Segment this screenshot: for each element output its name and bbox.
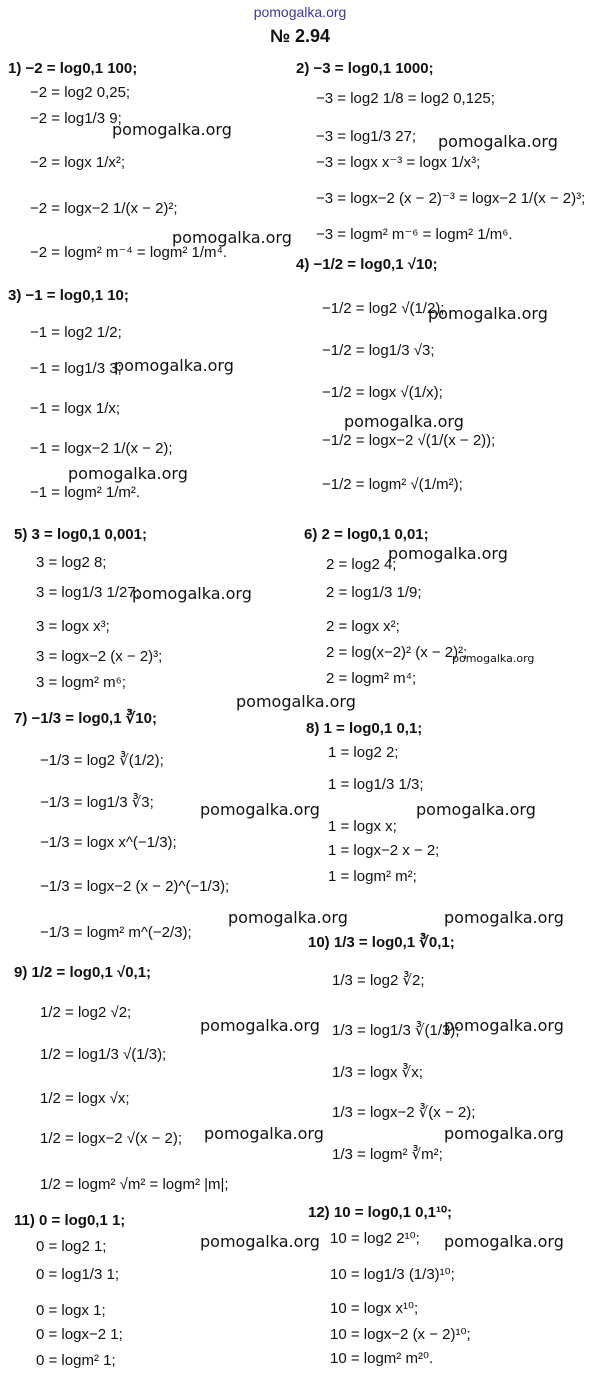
- problem-12-line-6: 10 = logm² m²⁰.: [330, 1350, 434, 1367]
- watermark: pomogalka.org: [388, 544, 508, 563]
- problem-12-line-5: 10 = logx−2 (x − 2)¹⁰;: [330, 1326, 471, 1343]
- problem-6-line-4: 2 = logx x²;: [326, 618, 400, 635]
- problem-3-line-1: 3) −1 = log0,1 10;: [8, 287, 129, 304]
- problem-1-line-1: 1) −2 = log0,1 100;: [8, 60, 138, 77]
- problem-10-line-5: 1/3 = logx−2 ∛(x − 2);: [332, 1104, 476, 1121]
- watermark: pomogalka.org: [452, 652, 535, 665]
- problem-6-line-5: 2 = log(x−2)² (x − 2)²;: [326, 644, 468, 661]
- problem-7-line-4: −1/3 = logx x^(−1/3);: [40, 834, 177, 851]
- problem-1-line-5: −2 = logx−2 1/(x − 2)²;: [30, 200, 178, 217]
- problem-8-line-3: 1 = log1/3 1/3;: [328, 776, 424, 793]
- problem-5-line-2: 3 = log2 8;: [36, 554, 107, 571]
- problem-10-line-6: 1/3 = logm² ∛m²;: [332, 1146, 443, 1163]
- problem-3-line-2: −1 = log2 1/2;: [30, 324, 122, 341]
- problem-7-line-6: −1/3 = logm² m^(−2/3);: [40, 924, 192, 941]
- watermark: pomogalka.org: [444, 1016, 564, 1035]
- problem-12-line-3: 10 = log1/3 (1/3)¹⁰;: [330, 1266, 455, 1283]
- problem-12-line-2: 10 = log2 2¹⁰;: [330, 1230, 420, 1247]
- problem-8-line-1: 8) 1 = log0,1 0,1;: [306, 720, 423, 737]
- watermark: pomogalka.org: [68, 464, 188, 483]
- watermark: pomogalka.org: [416, 800, 536, 819]
- problem-1-line-6: −2 = logm² m⁻⁴ = logm² 1/m⁴.: [30, 244, 228, 261]
- problem-4-line-2: −1/2 = log2 √(1/2);: [322, 300, 445, 317]
- watermark: pomogalka.org: [344, 412, 464, 431]
- problem-2-line-2: −3 = log2 1/8 = log2 0,125;: [316, 90, 495, 107]
- problem-7-line-2: −1/3 = log2 ∛(1/2);: [40, 752, 164, 769]
- problem-3-line-4: −1 = logx 1/x;: [30, 400, 121, 417]
- problem-5-line-3: 3 = log1/3 1/27;: [36, 584, 140, 601]
- problem-5-line-6: 3 = logm² m⁶;: [36, 674, 126, 691]
- watermark: pomogalka.org: [236, 692, 356, 711]
- watermark: pomogalka.org: [444, 1232, 564, 1251]
- problem-9-line-3: 1/2 = log1/3 √(1/3);: [40, 1046, 167, 1063]
- problem-6-line-6: 2 = logm² m⁴;: [326, 670, 417, 687]
- problem-6-line-1: 6) 2 = log0,1 0,01;: [304, 526, 429, 543]
- problem-10-line-3: 1/3 = log1/3 ∛(1/3);: [332, 1022, 460, 1039]
- exercise-title: № 2.94: [269, 26, 331, 46]
- problem-6-line-3: 2 = log1/3 1/9;: [326, 584, 422, 601]
- problem-7-line-5: −1/3 = logx−2 (x − 2)^(−1/3);: [40, 878, 230, 895]
- problem-11-line-6: 0 = logm² 1;: [36, 1352, 116, 1369]
- watermark: pomogalka.org: [200, 1232, 320, 1251]
- problem-4-line-6: −1/2 = logm² √(1/m²);: [322, 476, 463, 493]
- problem-2-line-5: −3 = logx−2 (x − 2)⁻³ = logx−2 1/(x − 2)³;: [316, 190, 586, 207]
- problem-5-line-1: 5) 3 = log0,1 0,001;: [14, 526, 147, 543]
- watermark: pomogalka.org: [444, 1124, 564, 1143]
- problem-1-line-3: −2 = log1/3 9;: [30, 110, 122, 127]
- problem-2-line-6: −3 = logm² m⁻⁶ = logm² 1/m⁶.: [316, 226, 513, 243]
- problem-8-line-6: 1 = logm² m²;: [328, 868, 417, 885]
- problem-2-line-4: −3 = logx x⁻³ = logx 1/x³;: [316, 154, 481, 171]
- problem-3-line-5: −1 = logx−2 1/(x − 2);: [30, 440, 173, 457]
- problem-8-line-4: 1 = logx x;: [328, 818, 397, 835]
- problem-7-line-3: −1/3 = log1/3 ∛3;: [40, 794, 154, 811]
- watermark: pomogalka.org: [444, 908, 564, 927]
- problem-4-line-3: −1/2 = log1/3 √3;: [322, 342, 435, 359]
- problem-2-line-3: −3 = log1/3 27;: [316, 128, 417, 145]
- watermark: pomogalka.org: [132, 584, 252, 603]
- problem-2-line-1: 2) −3 = log0,1 1000;: [296, 60, 434, 77]
- problem-9-line-4: 1/2 = logx √x;: [40, 1090, 130, 1107]
- problem-5-line-5: 3 = logx−2 (x − 2)³;: [36, 648, 163, 665]
- watermark: pomogalka.org: [114, 356, 234, 375]
- problem-1-line-4: −2 = logx 1/x²;: [30, 154, 126, 171]
- problem-1-line-2: −2 = log2 0,25;: [30, 84, 131, 101]
- problem-10-line-2: 1/3 = log2 ∛2;: [332, 972, 425, 989]
- watermark: pomogalka.org: [200, 800, 320, 819]
- problem-6-line-2: 2 = log2 4;: [326, 556, 397, 573]
- watermark: pomogalka.org: [204, 1124, 324, 1143]
- problem-10-line-1: 10) 1/3 = log0,1 ∛0,1;: [308, 934, 455, 951]
- problem-11-line-3: 0 = log1/3 1;: [36, 1266, 119, 1283]
- problem-8-line-2: 1 = log2 2;: [328, 744, 399, 761]
- problem-11-line-1: 11) 0 = log0,1 1;: [14, 1212, 126, 1229]
- watermark: pomogalka.org: [428, 304, 548, 323]
- problem-5-line-4: 3 = logx x³;: [36, 618, 110, 635]
- problem-11-line-2: 0 = log2 1;: [36, 1238, 107, 1255]
- site-header: pomogalka.org: [253, 4, 347, 20]
- problem-4-line-4: −1/2 = logx √(1/x);: [322, 384, 443, 401]
- watermark: pomogalka.org: [200, 1016, 320, 1035]
- problem-12-line-4: 10 = logx x¹⁰;: [330, 1300, 419, 1317]
- problem-9-line-1: 9) 1/2 = log0,1 √0,1;: [14, 964, 152, 981]
- problem-9-line-5: 1/2 = logx−2 √(x − 2);: [40, 1130, 183, 1147]
- problem-4-line-5: −1/2 = logx−2 √(1/(x − 2));: [322, 432, 496, 449]
- problem-9-line-6: 1/2 = logm² √m² = logm² |m|;: [40, 1176, 229, 1193]
- problem-3-line-6: −1 = logm² 1/m².: [30, 484, 141, 501]
- watermark: pomogalka.org: [228, 908, 348, 927]
- problem-11-line-4: 0 = logx 1;: [36, 1302, 106, 1319]
- problem-11-line-5: 0 = logx−2 1;: [36, 1326, 123, 1343]
- problem-8-line-5: 1 = logx−2 x − 2;: [328, 842, 440, 859]
- watermark: pomogalka.org: [172, 228, 292, 247]
- watermark: pomogalka.org: [438, 132, 558, 151]
- problem-4-line-1: 4) −1/2 = log0,1 √10;: [296, 256, 438, 273]
- problem-3-line-3: −1 = log1/3 3;: [30, 360, 122, 377]
- problem-9-line-2: 1/2 = log2 √2;: [40, 1004, 132, 1021]
- problem-12-line-1: 12) 10 = log0,1 0,1¹⁰;: [308, 1204, 452, 1221]
- problem-7-line-1: 7) −1/3 = log0,1 ∛10;: [14, 710, 157, 727]
- watermark: pomogalka.org: [112, 120, 232, 139]
- problem-10-line-4: 1/3 = logx ∛x;: [332, 1064, 423, 1081]
